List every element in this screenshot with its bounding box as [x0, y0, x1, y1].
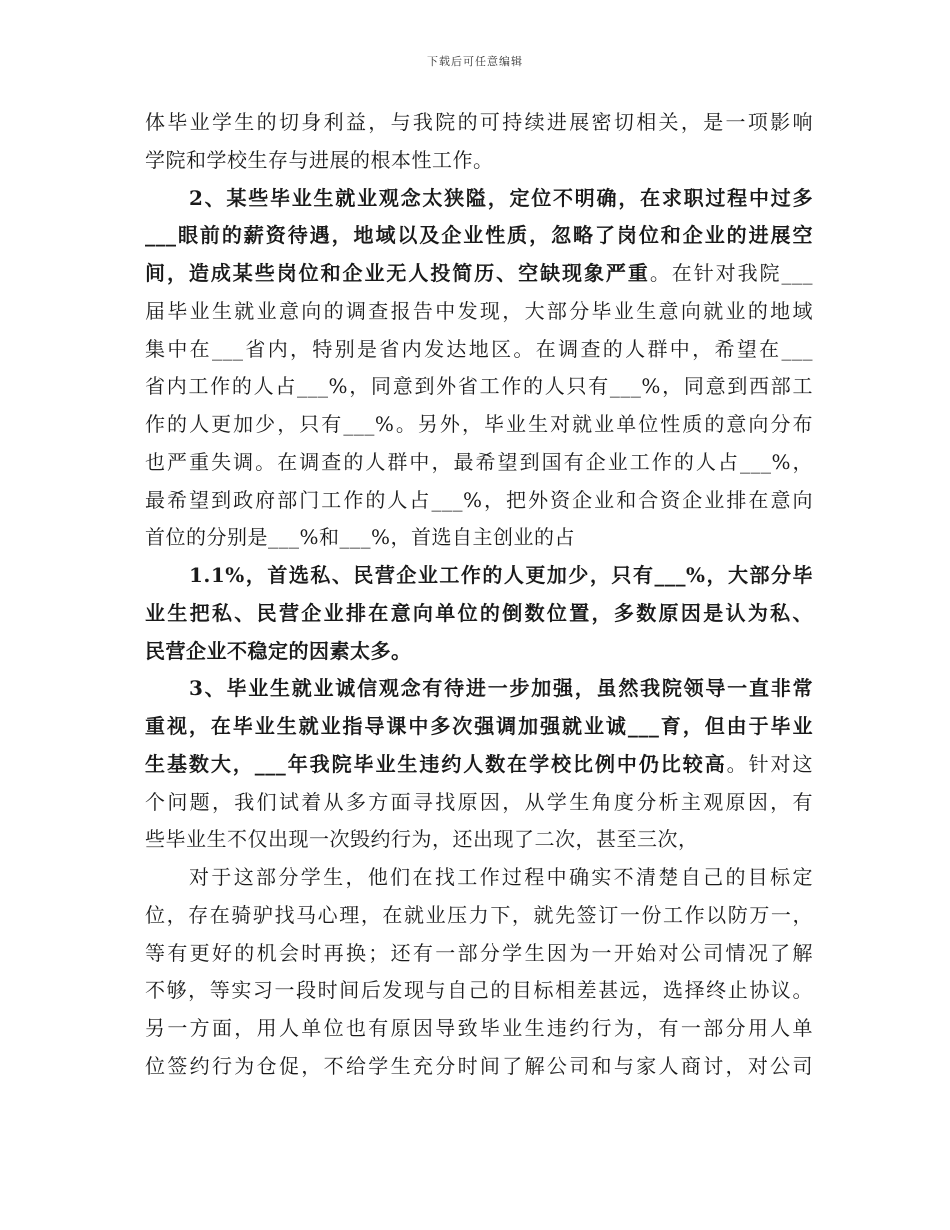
text-line: 另一方面，用人单位也有原因导致毕业生违约行为，有一部分用人单 — [145, 1016, 813, 1040]
text-line: 位，存在骑驴找马心理，在就业压力下，就先签订一份工作以防万一， — [145, 902, 813, 927]
text-line: 不够，等实习一段时间后发现与自己的目标相差甚远，选择终止协议。 — [145, 978, 813, 1003]
text-line: 集中在___省内，特别是省内发达地区。在调查的人群中，希望在___ — [145, 336, 813, 361]
text-line: 生基数大，___年我院毕业生违约人数在学校比例中仍比较高。针对这 — [145, 751, 814, 776]
page-header: 下载后可任意编辑 — [427, 55, 523, 68]
text-line: 首位的分别是___%和___%，首选自主创业的占 — [145, 525, 576, 550]
text-line: 业生把私、民营企业排在意向单位的倒数位置，多数原因是认为私、 — [145, 600, 813, 625]
text-line: 届毕业生就业意向的调查报告中发现，大部分毕业生意向就业的地域 — [145, 298, 813, 323]
text-line: 也严重失调。在调查的人群中，最希望到国有企业工作的人占___%， — [145, 449, 813, 474]
text-line: 3、毕业生就业诚信观念有待进一步加强，虽然我院领导一直非常 — [189, 676, 813, 701]
text-line: 省内工作的人占___%，同意到外省工作的人只有___%，同意到西部工 — [145, 374, 813, 399]
text-line: 个问题，我们试着从多方面寻找原因，从学生角度分析主观原因，有 — [145, 789, 813, 814]
text-line: 民营企业不稳定的因素太多。 — [145, 638, 412, 663]
text-line: ___眼前的薪资待遇，地域以及企业性质，忽略了岗位和企业的进展空 — [145, 223, 813, 248]
text-line: 等有更好的机会时再换；还有一部分学生因为一开始对公司情况了解 — [145, 940, 813, 965]
text-line: 学院和学校生存与进展的根本性工作。 — [145, 147, 494, 172]
text-line: 重视，在毕业生就业指导课中多次强调加强就业诚___育，但由于毕业 — [145, 714, 813, 738]
text-line: 最希望到政府部门工作的人占___%，把外资企业和合资企业排在意向 — [145, 487, 813, 512]
text-line: 2、某些毕业生就业观念太狭隘，定位不明确，在求职过程中过多 — [189, 185, 813, 210]
text-line: 1.1%，首选私、民营企业工作的人更加少，只有___%，大部分毕 — [189, 563, 813, 587]
text-line: 对于这部分学生，他们在找工作过程中确实不清楚自己的目标定 — [189, 865, 813, 889]
text-line: 间，造成某些岗位和企业无人投简历、空缺现象严重。在针对我院___ — [145, 261, 814, 285]
document-body — [145, 104, 813, 1086]
text-line: 位签约行为仓促，不给学生充分时间了解公司和与家人商讨，对公司 — [145, 1053, 813, 1078]
text-line: 作的人更加少，只有___%。另外，毕业生对就业单位性质的意向分布 — [145, 412, 813, 436]
text-line: 些毕业生不仅出现一次毁约行为，还出现了二次，甚至三次， — [145, 827, 699, 852]
text-line: 体毕业学生的切身利益，与我院的可持续进展密切相关，是一项影响 — [145, 110, 813, 134]
